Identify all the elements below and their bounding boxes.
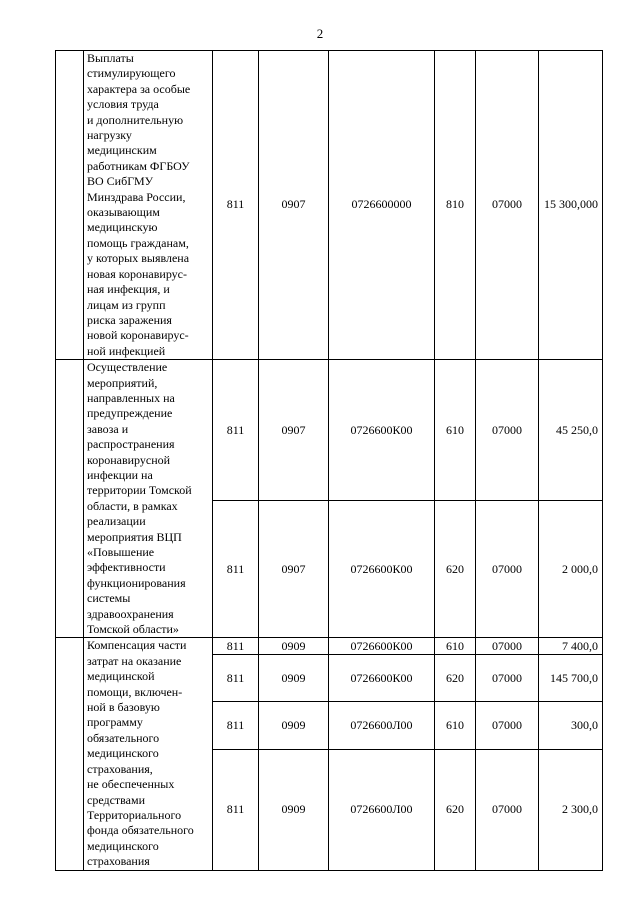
description-line: Территориального (87, 807, 182, 822)
description-line: Выплаты (87, 51, 134, 65)
section-code: 0909 (259, 638, 329, 655)
description-text (87, 51, 210, 359)
classification-code: 07000 (476, 749, 539, 870)
description-line: нагрузку (87, 128, 132, 143)
description-text (87, 638, 210, 869)
description-line: ная инфекция, и (87, 282, 170, 297)
target-article-code: 0726600К00 (329, 501, 435, 638)
description-line: ной в базовую (87, 700, 160, 715)
section-code: 0907 (259, 501, 329, 638)
description-line: новая коронавирус- (87, 266, 187, 281)
description-line: помощь гражданам, (87, 235, 189, 250)
description-line: и дополнительную (87, 112, 184, 127)
description-line: страхования, (87, 761, 153, 776)
classification-code: 07000 (476, 51, 539, 360)
table-row (56, 360, 603, 501)
amount-cell: 7 400,0 (539, 638, 603, 655)
description-line: коронавирусной (87, 452, 171, 467)
description-text (87, 360, 210, 637)
description-line: Компенсация части (87, 638, 187, 653)
description-line: направленных на (87, 390, 175, 405)
description-line: работникам ФГБОУ (87, 158, 190, 173)
description-line: новой коронавирус- (87, 328, 189, 343)
description-cell (84, 360, 213, 638)
classification-code: 07000 (476, 360, 539, 501)
index-cell (56, 638, 84, 870)
amount-cell: 2 300,0 (539, 749, 603, 870)
index-cell (56, 360, 84, 638)
description-line: области, в рамках (87, 498, 178, 513)
section-code: 0909 (259, 702, 329, 749)
target-article-code: 0726600К00 (329, 638, 435, 655)
section-code: 0909 (259, 655, 329, 702)
classification-code: 07000 (476, 702, 539, 749)
amount-cell: 15 300,000 (539, 51, 603, 360)
amount-cell: 145 700,0 (539, 655, 603, 702)
section-code: 0907 (259, 360, 329, 501)
expense-type-code: 610 (435, 638, 476, 655)
expense-type-code: 610 (435, 360, 476, 501)
description-line: у которых выявлена (87, 251, 190, 266)
budget-table (55, 50, 603, 871)
description-line: медицинскую (87, 220, 158, 235)
expense-type-code: 610 (435, 702, 476, 749)
description-line: Томской области» (87, 622, 179, 637)
department-code: 811 (213, 501, 259, 638)
department-code: 811 (213, 638, 259, 655)
department-code: 811 (213, 702, 259, 749)
description-line: характера за особые (87, 81, 191, 96)
amount-cell: 300,0 (539, 702, 603, 749)
description-line: мероприятия ВЦП (87, 529, 182, 544)
description-line: не обеспеченных (87, 777, 175, 792)
table-row (56, 638, 603, 655)
description-line: системы (87, 591, 131, 606)
description-line: медицинским (87, 143, 157, 158)
description-line: обязательного (87, 730, 160, 745)
description-line: предупреждение (87, 406, 173, 421)
amount-cell: 45 250,0 (539, 360, 603, 501)
description-line: медицинской (87, 669, 155, 684)
page-number: 2 (316, 26, 324, 41)
expense-type-code: 620 (435, 501, 476, 638)
description-cell (84, 638, 213, 870)
description-line: средствами (87, 792, 146, 807)
description-line: здравоохранения (87, 606, 174, 621)
description-line: медицинского (87, 838, 159, 853)
description-line: программу (87, 715, 143, 730)
description-line: медицинского (87, 746, 159, 761)
description-line: реализации (87, 514, 146, 529)
table-row (56, 51, 603, 360)
section-code: 0909 (259, 749, 329, 870)
department-code: 811 (213, 360, 259, 501)
department-code: 811 (213, 655, 259, 702)
description-line: инфекции на (87, 467, 153, 482)
description-line: оказывающим (87, 205, 160, 220)
target-article-code: 0726600Л00 (329, 702, 435, 749)
description-line: «Повышение (87, 545, 155, 559)
target-article-code: 0726600Л00 (329, 749, 435, 870)
expense-type-code: 620 (435, 749, 476, 870)
description-line: завоза и (87, 421, 129, 436)
classification-code: 07000 (476, 501, 539, 638)
classification-code: 07000 (476, 638, 539, 655)
description-line: условия труда (87, 97, 159, 112)
index-cell (56, 51, 84, 360)
description-line: распространения (87, 437, 175, 452)
description-line: лицам из групп (87, 297, 166, 312)
description-line: эффективности (87, 560, 166, 575)
target-article-code: 0726600К00 (329, 360, 435, 501)
description-line: функционирования (87, 575, 186, 590)
description-line: Минздрава России, (87, 189, 186, 204)
department-code: 811 (213, 51, 259, 360)
description-line: помощи, включен- (87, 684, 183, 699)
description-line: фонда обязательного (87, 823, 194, 838)
description-line: ВО СибГМУ (87, 174, 154, 189)
description-line: страхования (87, 854, 150, 869)
expense-type-code: 810 (435, 51, 476, 360)
section-code: 0907 (259, 51, 329, 360)
description-line: стимулирующего (87, 66, 176, 81)
classification-code: 07000 (476, 655, 539, 702)
department-code: 811 (213, 749, 259, 870)
description-line: затрат на оказание (87, 653, 182, 668)
description-line: мероприятий, (87, 375, 158, 390)
description-line: ной инфекцией (87, 343, 166, 358)
expense-type-code: 620 (435, 655, 476, 702)
description-line: территории Томской (87, 483, 192, 498)
target-article-code: 0726600К00 (329, 655, 435, 702)
target-article-code: 0726600000 (329, 51, 435, 360)
description-cell (84, 51, 213, 360)
amount-cell: 2 000,0 (539, 501, 603, 638)
description-line: Осуществление (87, 360, 168, 375)
description-line: риска заражения (87, 312, 172, 327)
